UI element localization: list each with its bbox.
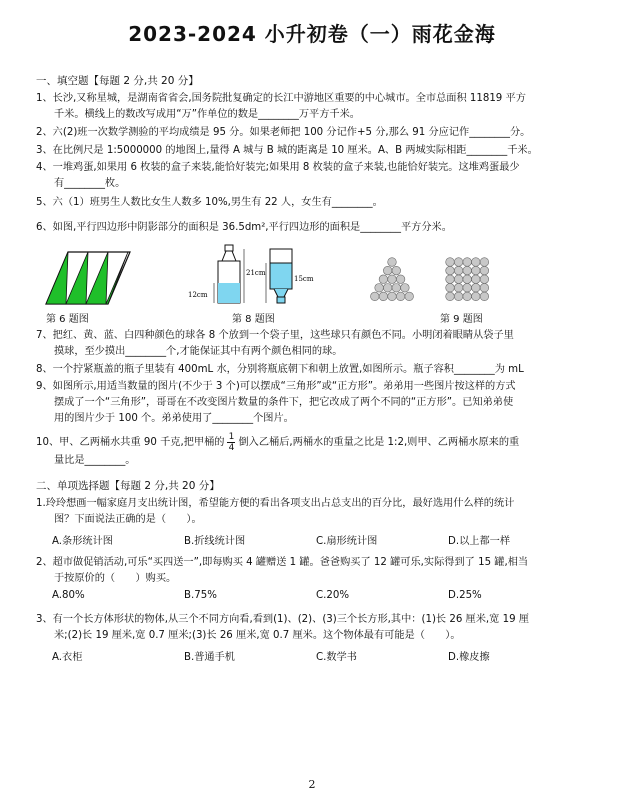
question-7 xyxy=(36,328,588,360)
square-ball xyxy=(472,275,481,284)
question-10-part-b: 倒入乙桶后,两桶水的重量之比是 1:2,则甲、乙两桶水原来的重 xyxy=(238,436,520,448)
question-10-line-2: 量比是________。 xyxy=(54,455,136,466)
question-9-line-1: 9、如图所示,用适当数量的图片(不少于 3 个)可以摆成“三角形”或“正方形”。弟弟用一些图片按这样的方式 xyxy=(36,381,516,392)
triangle-ball xyxy=(383,266,392,275)
triangle-ball xyxy=(396,275,405,284)
question-1 xyxy=(36,91,588,123)
option-c[interactable]: C.扇形统计图 xyxy=(316,536,378,547)
choice-question-1-line-1: 1.玲玲想画一幅家庭月支出统计图，希望能方便的看出各项支出占总支出的百分比，最好选用什么样的统计 xyxy=(36,498,515,509)
triangle-ball xyxy=(371,292,380,301)
choice-question-2-line-1: 2、超市做促销活动,可乐“买四送一”,即每购买 4 罐赠送 1 罐。爸爸购买了 12 罐可乐,实际得到了 15 罐,相当 xyxy=(36,557,529,568)
square-ball xyxy=(454,258,463,267)
square-ball xyxy=(463,258,472,267)
question-4-line-2: 有________枚。 xyxy=(54,178,126,189)
square-ball xyxy=(480,275,489,284)
square-ball xyxy=(446,292,455,301)
figure-8-label: 第 8 题图 xyxy=(232,314,275,325)
triangle-ball xyxy=(379,292,388,301)
option-b[interactable]: B.普通手机 xyxy=(184,652,235,663)
square-ball xyxy=(446,258,455,267)
square-ball xyxy=(472,284,481,293)
label-21cm: 21cm xyxy=(246,269,266,277)
square-ball xyxy=(463,284,472,293)
square-ball xyxy=(480,258,489,267)
option-b[interactable]: B.折线统计图 xyxy=(184,536,246,547)
question-3: 3、在比例尺是 1:5000000 的地图上,量得 A 城与 B 城的距离是 10 厘米。A、B 两城实际相距________千米。 xyxy=(36,145,538,156)
page-number: 2 xyxy=(308,778,316,791)
option-c[interactable]: C.20% xyxy=(316,590,349,601)
figure-6-label: 第 6 题图 xyxy=(46,314,89,325)
question-6: 6、如图,平行四边形中阴影部分的面积是 36.5dm²,平行四边形的面积是________平方分米。 xyxy=(36,222,452,233)
option-d[interactable]: D.橡皮擦 xyxy=(448,652,490,663)
square-ball xyxy=(446,284,455,293)
triangle-ball xyxy=(392,266,401,275)
option-a[interactable]: A.80% xyxy=(52,590,85,601)
option-d[interactable]: D.以上都一样 xyxy=(448,536,511,547)
triangle-ball xyxy=(392,284,401,293)
triangle-ball xyxy=(401,284,410,293)
square-ball xyxy=(446,275,455,284)
choice-question-2 xyxy=(36,555,588,587)
choice-question-3 xyxy=(36,612,588,644)
question-8: 8、一个拧紧瓶盖的瓶子里装有 400mL 水，分别将瓶底朝下和朝上放置,如图所示。瓶子容积________为 mL xyxy=(36,364,524,375)
square-ball xyxy=(480,284,489,293)
square-ball xyxy=(472,266,481,275)
square-ball xyxy=(454,284,463,293)
square-ball xyxy=(480,292,489,301)
square-ball xyxy=(472,258,481,267)
choice-question-2-options xyxy=(52,590,592,601)
fraction-numerator: 1 xyxy=(228,432,235,442)
triangle-ball xyxy=(388,275,397,284)
question-7-line-2: 摸球，至少摸出________个,才能保证其中有两个颜色相同的球。 xyxy=(54,346,343,357)
square-ball xyxy=(480,266,489,275)
option-a[interactable]: A.条形统计图 xyxy=(52,536,113,547)
square-ball xyxy=(446,266,455,275)
label-12cm: 12cm xyxy=(188,291,208,299)
choice-question-1-line-2: 图？下面说法正确的是（ ）。 xyxy=(54,514,202,525)
question-2: 2、六(2)班一次数学测验的平均成绩是 95 分。如果老师把 100 分记作+5 分,那么 91 分应记作________分。 xyxy=(36,127,531,138)
option-b[interactable]: B.75% xyxy=(184,590,217,601)
label-15cm: 15cm xyxy=(294,275,314,283)
square-ball xyxy=(472,292,481,301)
triangle-ball xyxy=(388,292,397,301)
option-a[interactable]: A.衣柜 xyxy=(52,652,83,663)
square-ball xyxy=(454,292,463,301)
section-heading-fill-blank: 一、填空题【每题 2 分,共 20 分】 xyxy=(36,75,199,87)
figure-9-ball-arrangements xyxy=(368,256,518,304)
question-10 xyxy=(36,432,588,469)
square-ball xyxy=(463,292,472,301)
figure-8-bottles xyxy=(186,243,314,307)
square-ball xyxy=(454,266,463,275)
triangle-ball xyxy=(379,275,388,284)
choice-question-3-line-2: 米;(2)长 19 厘米,宽 0.7 厘米;(3)长 26 厘米,宽 0.7 厘米。这个物体最有可能是（ ）。 xyxy=(54,630,461,641)
fraction-one-quarter xyxy=(227,432,235,453)
section-heading-single-choice: 二、单项选择题【每题 2 分,共 20 分】 xyxy=(36,480,220,492)
choice-question-3-line-1: 3、有一个长方体形状的物体,从三个不同方向看,看到(1)、(2)、(3)三个长方形,其中：(1)长 26 厘米,宽 19 厘 xyxy=(36,614,529,625)
figure-9-label: 第 9 题图 xyxy=(440,314,483,325)
question-9 xyxy=(36,379,588,427)
option-d[interactable]: D.25% xyxy=(448,590,482,601)
option-c[interactable]: C.数学书 xyxy=(316,652,357,663)
choice-question-1 xyxy=(36,496,588,528)
fraction-denominator: 4 xyxy=(228,443,235,453)
square-ball xyxy=(463,266,472,275)
question-4 xyxy=(36,160,588,192)
question-9-line-3: 用的图片少于 100 个。弟弟使用了________个图片。 xyxy=(54,413,294,424)
triangle-ball xyxy=(383,284,392,293)
square-ball xyxy=(454,275,463,284)
choice-question-3-options xyxy=(52,648,592,663)
choice-question-2-line-2: 于按原价的（ ）购买。 xyxy=(54,573,177,584)
choice-question-1-options xyxy=(52,532,592,547)
triangle-ball xyxy=(375,284,384,293)
question-9-line-2: 摆成了一个“三角形”，哥哥在不改变图片数量的条件下，把它改成了两个不同的“正方形”。已知弟弟使 xyxy=(54,397,514,408)
triangle-ball xyxy=(388,258,397,267)
question-5: 5、六（1）班男生人数比女生人数多 10%,男生有 22 人，女生有________。 xyxy=(36,197,383,208)
question-10-part-a: 10、甲、乙两桶水共重 90 千克,把甲桶的 xyxy=(36,436,225,448)
question-4-line-1: 4、一堆鸡蛋,如果用 6 枚装的盒子来装,能恰好装完;如果用 8 枚装的盒子来装,也能恰好装完。这堆鸡蛋最少 xyxy=(36,162,520,173)
square-ball xyxy=(463,275,472,284)
question-1-line-1: 1、长沙,又称星城，是湖南省省会,国务院批复确定的长江中游地区重要的中心城市。全市总面积 11819 平方 xyxy=(36,93,526,104)
page-title: 2023-2024 小升初卷（一）雨花金海 xyxy=(128,22,496,46)
triangle-ball xyxy=(405,292,414,301)
triangle-ball xyxy=(396,292,405,301)
question-7-line-1: 7、把红、黄、蓝、白四种颜色的球各 8 个放到一个袋子里，这些球只有颜色不同。小明闭着眼睛从袋子里 xyxy=(36,330,514,341)
figure-6-parallelogram xyxy=(44,250,132,306)
question-1-line-2: 千米。横线上的数改写成用“万”作单位的数是________万平方千米。 xyxy=(54,109,360,120)
